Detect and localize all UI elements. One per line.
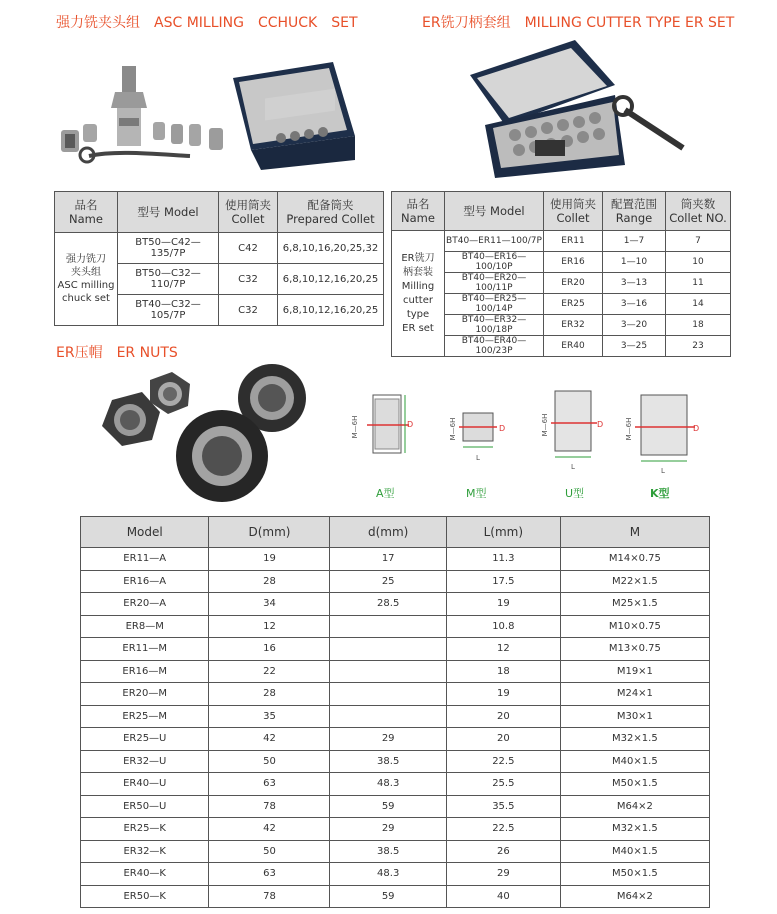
table-cell: 38.5 [330,750,446,773]
table-cell: 38.5 [330,840,446,863]
table-cell: 50 [209,750,330,773]
table-row: 强力铣刀 夹头组 ASC milling chuck set BT50—C42—135/7P C42 6,8,10,16,20,25,32 [55,233,384,264]
table-row: BT40—ER16—100/10P ER16 1—10 10 [392,252,731,273]
table-cell: M13×0.75 [560,638,709,661]
table-cell [330,615,446,638]
table-cell: 19 [446,593,560,616]
diagram-u-d: D [597,420,604,429]
table-row: BT40—ER25—100/14P ER25 3—16 14 [392,294,731,315]
table-cell: 42 [209,728,330,751]
table-cell: 29 [446,863,560,886]
table-row [81,750,710,773]
er-name-cell: ER铣刀 柄套装 Milling cutter type ER set [392,231,445,357]
er-nuts-title: ER压帽 ER NUTS [56,345,178,361]
table-cell: M32×1.5 [560,728,709,751]
diagram-a-d: D [407,420,414,429]
nuts-header-1: D(mm) [209,517,330,548]
table-cell: ER25—M [81,705,209,728]
table-cell: 25 [330,570,446,593]
table-cell: 34 [209,593,330,616]
diagram-k-l: L [661,467,665,475]
er-header-collet-no: 筒夹数 Collet NO. [666,192,731,231]
er-header-name: 品名 Name [392,192,445,231]
diagram-u-m: M—6H [541,413,549,437]
table-cell: 78 [209,885,330,908]
table-cell: 12 [446,638,560,661]
table-cell: 40 [446,885,560,908]
nuts-header-2: d(mm) [330,517,446,548]
table-cell: 10.8 [446,615,560,638]
diagram-k-m: M—6H [625,417,633,441]
table-cell: ER8—M [81,615,209,638]
table-row [81,885,710,908]
table-cell: M19×1 [560,660,709,683]
table-cell: ER11—M [81,638,209,661]
table-cell: 18 [446,660,560,683]
table-row [81,570,710,593]
table-cell: 35.5 [446,795,560,818]
table-cell: 12 [209,615,330,638]
diagram-m-d: D [499,424,506,433]
er-set-title: ER铣刀柄套组 MILLING CUTTER TYPE ER SET [422,15,735,31]
asc-header-prepared: 配备筒夹 Prepared Collet [278,192,384,233]
table-row [81,863,710,886]
table-row [81,818,710,841]
table-cell: ER16—M [81,660,209,683]
diagram-m-l: L [476,454,480,462]
table-cell: 35 [209,705,330,728]
diagram-m-m: M—6H [449,417,457,441]
diagram-m [449,413,505,462]
diagram-a-m: M—6H [351,415,359,439]
table-cell: ER32—U [81,750,209,773]
diagram-u-label: U型 [565,487,585,500]
nuts-header-3: L(mm) [446,517,560,548]
table-cell: 42 [209,818,330,841]
table-cell: 20 [446,705,560,728]
table-cell: 16 [209,638,330,661]
er-header-range: 配置范围 Range [603,192,666,231]
table-cell: 19 [446,683,560,706]
table-cell: ER16—A [81,570,209,593]
table-cell: 28.5 [330,593,446,616]
table-row [81,773,710,796]
er-header-model: 型号 Model [445,192,544,231]
table-cell: 25.5 [446,773,560,796]
table-row [81,705,710,728]
table-row [81,638,710,661]
table-cell: M25×1.5 [560,593,709,616]
table-row: BT40—ER20—100/11P ER20 3—13 11 [392,273,731,294]
table-cell: ER25—K [81,818,209,841]
er-set-table [391,191,731,357]
table-cell [330,638,446,661]
table-cell: M24×1 [560,683,709,706]
table-cell: 78 [209,795,330,818]
table-cell: 11.3 [446,548,560,571]
table-cell: 22 [209,660,330,683]
table-cell: 28 [209,570,330,593]
table-row [81,593,710,616]
table-cell: 59 [330,795,446,818]
table-cell: M64×2 [560,885,709,908]
table-cell: M50×1.5 [560,863,709,886]
table-cell: 17 [330,548,446,571]
table-row [81,660,710,683]
table-cell: 22.5 [446,818,560,841]
diagram-u-l: L [571,463,575,471]
table-cell: M40×1.5 [560,750,709,773]
table-cell: ER50—U [81,795,209,818]
nuts-header-4: M [560,517,709,548]
table-cell [330,705,446,728]
table-cell: ER40—U [81,773,209,796]
diagram-m-label: M型 [466,487,487,500]
table-cell: M40×1.5 [560,840,709,863]
table-row: ER铣刀 柄套装 Milling cutter type ER set BT40—ER11—100/7P ER11 1—7 7 [392,231,731,252]
asc-header-model: 型号 Model [118,192,219,233]
asc-header-name: 品名 Name [55,192,118,233]
table-row [81,728,710,751]
table-row: BT40—ER40—100/23P ER40 3—25 23 [392,336,731,357]
table-cell: ER32—K [81,840,209,863]
table-cell: ER20—A [81,593,209,616]
diagram-k-label: K型 [650,487,670,500]
asc-chuck-table [54,191,384,326]
table-cell: M30×1 [560,705,709,728]
asc-name-cell: 强力铣刀 夹头组 ASC milling chuck set [55,233,118,326]
table-cell: 63 [209,863,330,886]
er-header-collet: 使用筒夹 Collet [544,192,603,231]
table-cell: 28 [209,683,330,706]
table-row [81,683,710,706]
diagram-u [541,391,603,471]
table-cell: M10×0.75 [560,615,709,638]
er-nuts-photo [72,360,312,505]
table-row: BT40—C32—105/7P C32 6,8,10,12,16,20,25 [55,295,384,326]
nut-type-diagrams [335,385,745,475]
table-cell: 59 [330,885,446,908]
table-cell: ER50—K [81,885,209,908]
table-row: BT40—ER32—100/18P ER32 3—20 18 [392,315,731,336]
table-cell: 29 [330,818,446,841]
table-cell: M64×2 [560,795,709,818]
diagram-a [351,395,413,453]
table-cell: 29 [330,728,446,751]
table-cell: 26 [446,840,560,863]
table-cell [330,660,446,683]
table-cell: ER20—M [81,683,209,706]
table-cell: 48.3 [330,773,446,796]
nuts-header-0: Model [81,517,209,548]
table-cell: 63 [209,773,330,796]
table-cell: 22.5 [446,750,560,773]
table-cell: 50 [209,840,330,863]
table-row: BT50—C32—110/7P C32 6,8,10,12,16,20,25 [55,264,384,295]
table-row [81,795,710,818]
table-cell: 48.3 [330,863,446,886]
table-cell: 19 [209,548,330,571]
table-row [81,615,710,638]
table-cell: M14×0.75 [560,548,709,571]
table-row [81,548,710,571]
table-row [81,840,710,863]
table-cell: 20 [446,728,560,751]
table-cell: ER11—A [81,548,209,571]
er-set-photo [465,40,695,180]
table-cell: ER40—K [81,863,209,886]
diagram-a-label: A型 [376,487,395,500]
table-cell: M50×1.5 [560,773,709,796]
asc-chuck-set-photo [55,58,365,173]
table-cell [330,683,446,706]
diagram-k [625,395,699,475]
asc-set-title: 强力铣夹头组 ASC MILLING CCHUCK SET [56,15,358,31]
er-nuts-table [80,516,710,908]
table-cell: M22×1.5 [560,570,709,593]
diagram-k-d: D [693,424,700,433]
table-cell: 17.5 [446,570,560,593]
table-cell: M32×1.5 [560,818,709,841]
table-cell: ER25—U [81,728,209,751]
asc-header-collet: 使用筒夹 Collet [219,192,278,233]
